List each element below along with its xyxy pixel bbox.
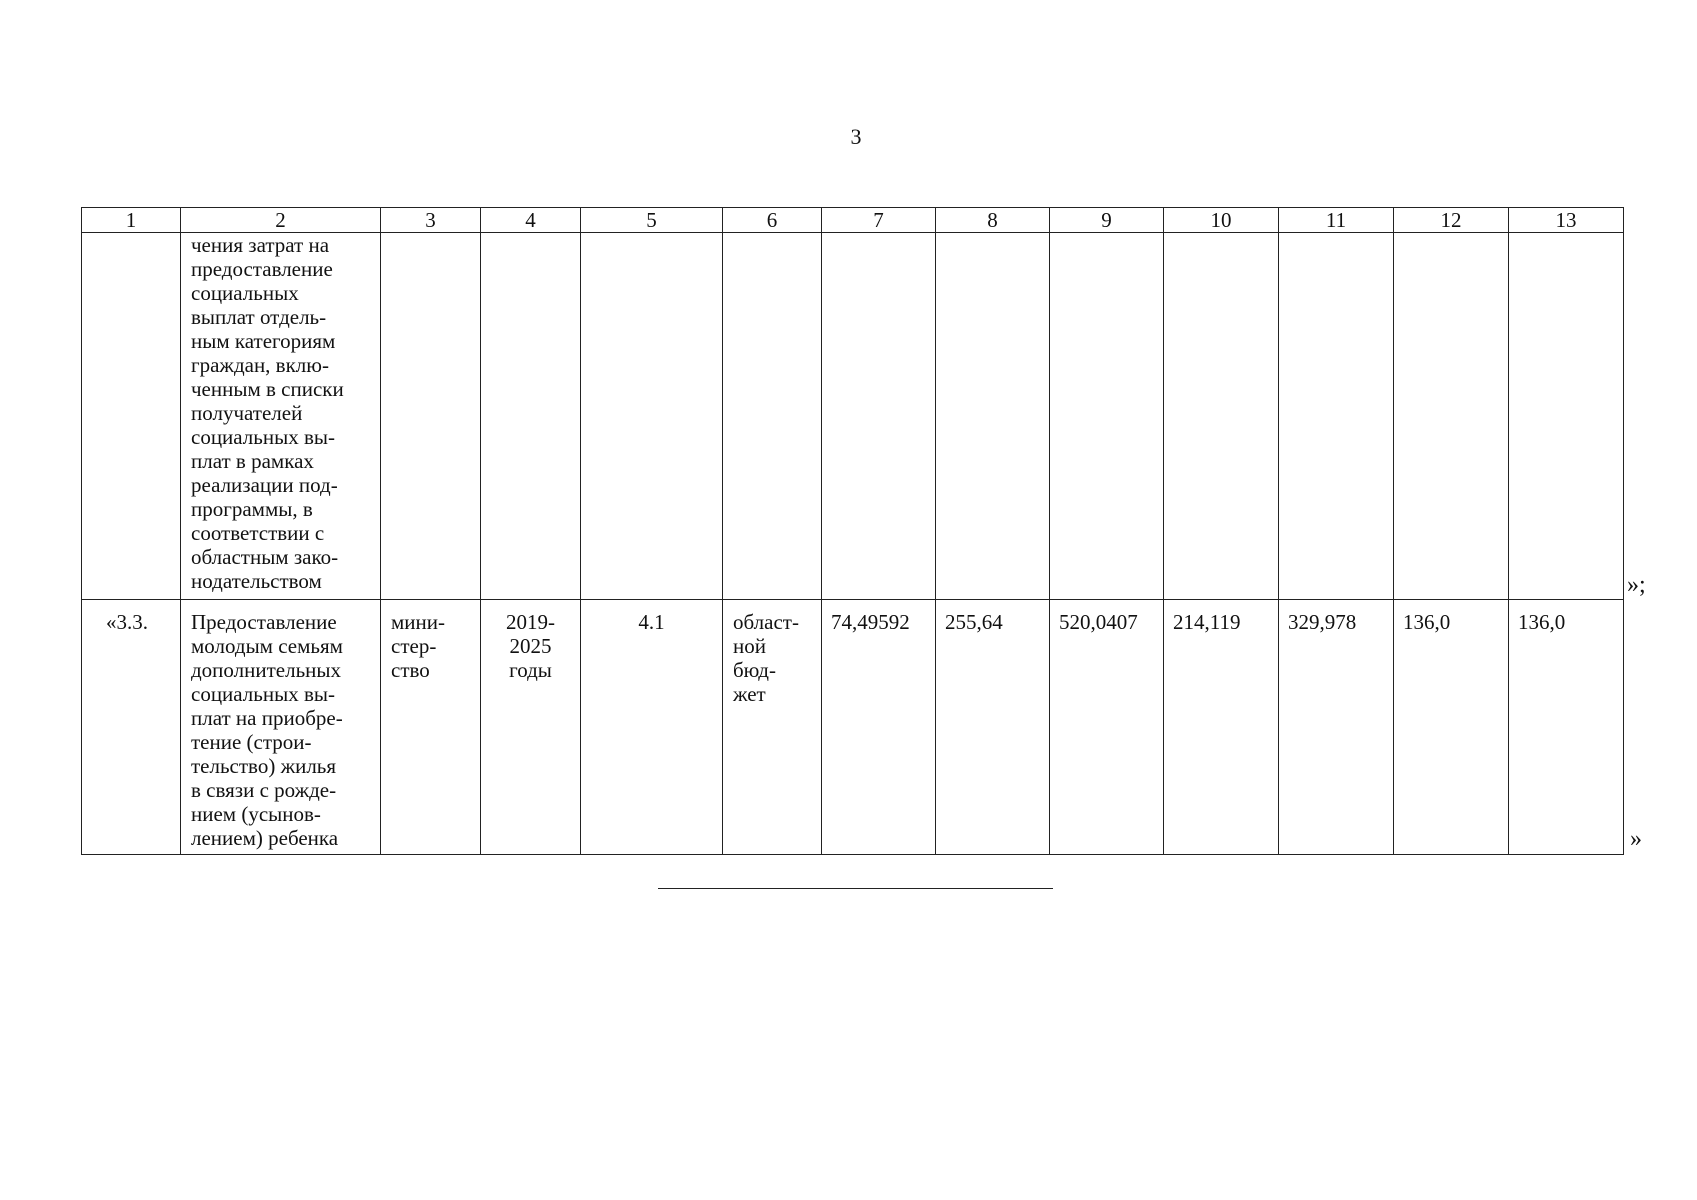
cell-description-continued [181, 233, 381, 600]
header-cell-7: 7 [822, 208, 936, 233]
cell-empty [723, 233, 822, 600]
value-8-text: 255,64 [945, 610, 1003, 634]
value-12-text: 136,0 [1403, 610, 1451, 634]
cell-executor [381, 600, 481, 855]
cell-empty [936, 233, 1050, 600]
header-row [82, 208, 1624, 233]
closing-quote-main: » [1630, 826, 1642, 852]
cell-value-8 [936, 600, 1050, 855]
cell-empty [1279, 233, 1394, 600]
cell-value-7 [822, 600, 936, 855]
cell-value-13 [1509, 600, 1624, 855]
cell-item-number [82, 600, 181, 855]
header-cell-9: 9 [1050, 208, 1164, 233]
cell-value-11 [1279, 600, 1394, 855]
executor-text: мини- стер- ство [391, 610, 445, 682]
cell-value-10 [1164, 600, 1279, 855]
funding-source-text: област- ной бюд- жет [733, 610, 799, 706]
cell-empty [581, 233, 723, 600]
cell-value-9 [1050, 600, 1164, 855]
description-text: Предоставление молодым семьям дополнительных социальных вы- плат на приобре- тение (строи- тельство) жилья в связи с рожде- нием (усынов- лением) ребенка [191, 610, 343, 850]
item-number-text: «3.3. [106, 610, 148, 634]
header-cell-13: 13 [1509, 208, 1624, 233]
data-table [81, 207, 1624, 855]
cell-empty [1050, 233, 1164, 600]
description-continued-text: чения затрат на предоставление социальных выплат отдель- ным категориям граждан, вклю- ченным в списки получателей социальных вы- плат в рамках реализации под- программы, в соответствии с областным зако- нодательством [191, 233, 344, 593]
header-cell-8: 8 [936, 208, 1050, 233]
table-row-3-3 [82, 600, 1624, 855]
cell-value-12 [1394, 600, 1509, 855]
cell-empty [481, 233, 581, 600]
cell-empty [82, 233, 181, 600]
header-cell-5: 5 [581, 208, 723, 233]
end-rule [658, 888, 1053, 889]
value-13-text: 136,0 [1518, 610, 1566, 634]
table-row-continuation [82, 233, 1624, 600]
header-cell-10: 10 [1164, 208, 1279, 233]
period-text: 2019- 2025 годы [506, 610, 555, 682]
page-number: 3 [850, 124, 862, 149]
header-cell-6: 6 [723, 208, 822, 233]
value-7-text: 74,49592 [831, 610, 910, 634]
cell-empty [1394, 233, 1509, 600]
value-10-text: 214,119 [1173, 610, 1241, 634]
header-cell-2: 2 [181, 208, 381, 233]
value-11-text: 329,978 [1288, 610, 1357, 634]
cell-period [481, 600, 581, 855]
cell-funding-source [723, 600, 822, 855]
closing-quote-continuation: »; [1627, 572, 1646, 598]
cell-empty [1164, 233, 1279, 600]
cell-empty [381, 233, 481, 600]
link-text: 4.1 [638, 610, 665, 634]
header-cell-1: 1 [82, 208, 181, 233]
header-cell-12: 12 [1394, 208, 1509, 233]
cell-description [181, 600, 381, 855]
cell-empty [1509, 233, 1624, 600]
header-cell-4: 4 [481, 208, 581, 233]
cell-empty [822, 233, 936, 600]
header-cell-11: 11 [1279, 208, 1394, 233]
header-cell-3: 3 [381, 208, 481, 233]
cell-link [581, 600, 723, 855]
value-9-text: 520,0407 [1059, 610, 1138, 634]
